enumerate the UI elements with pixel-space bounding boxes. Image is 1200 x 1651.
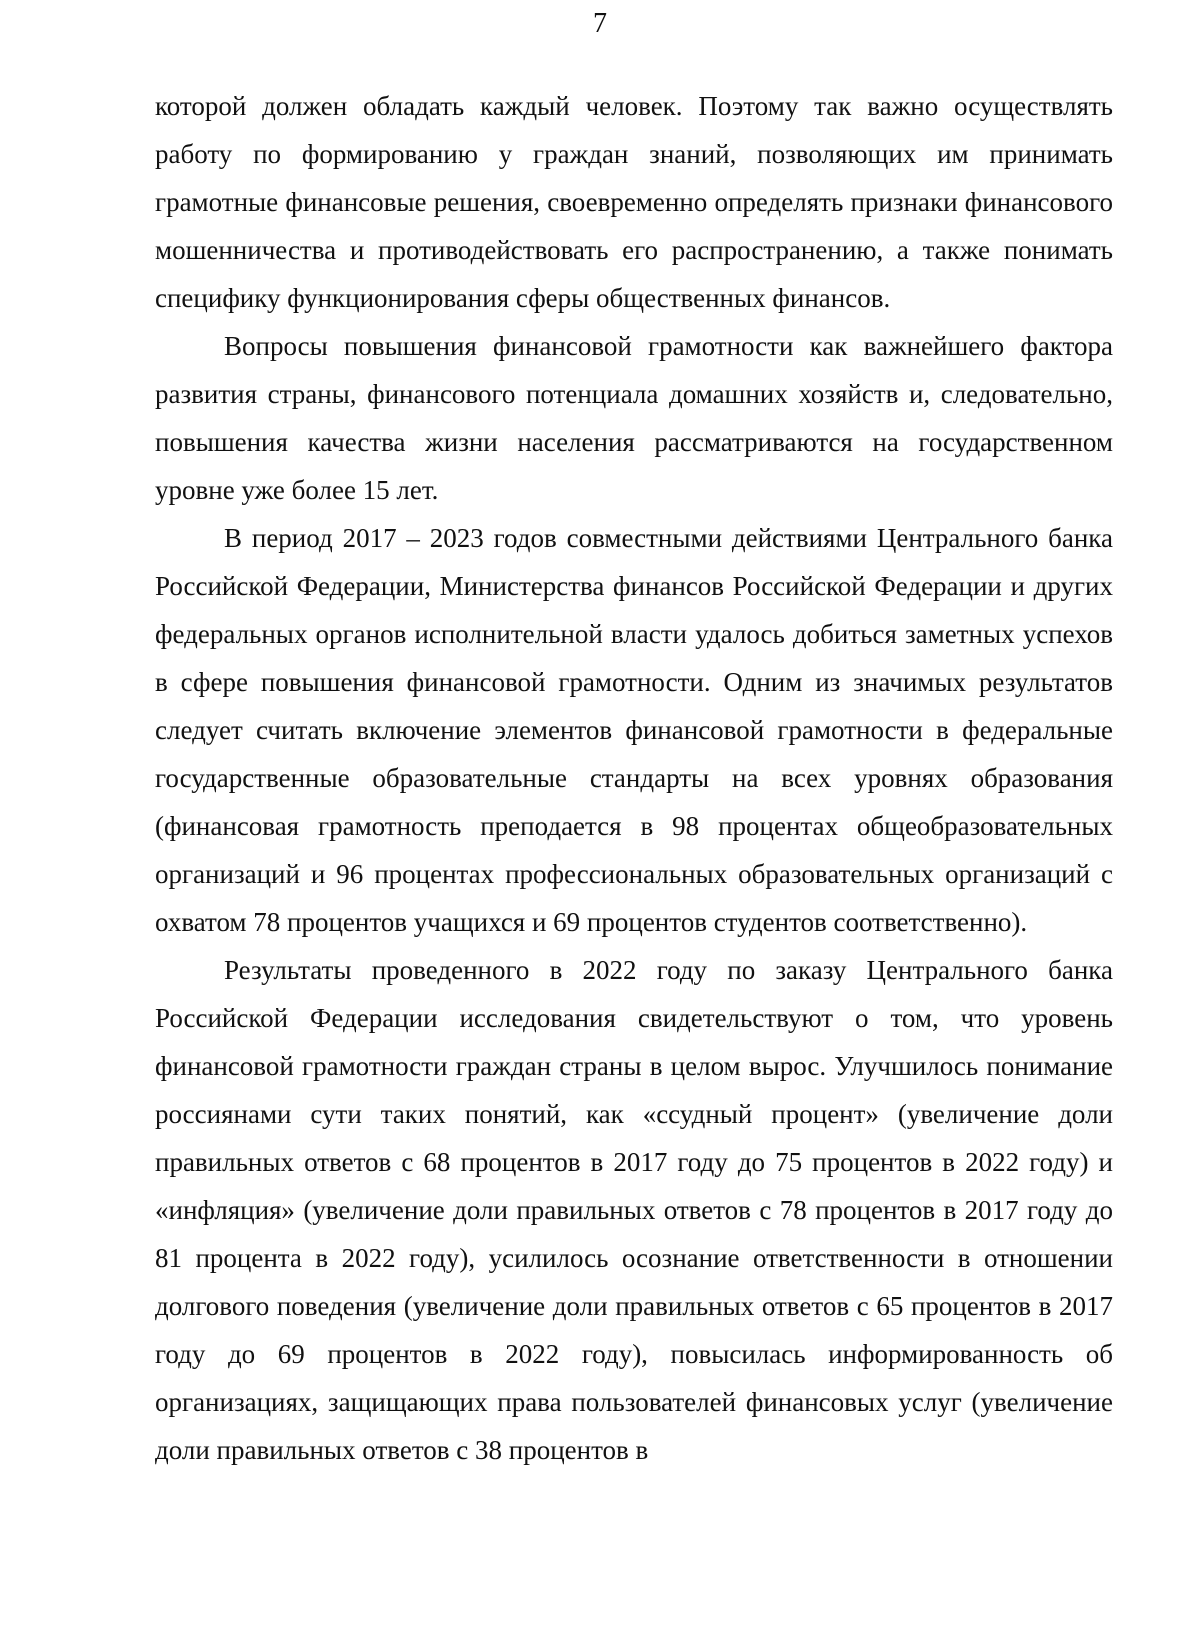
paragraph-2017-2023-achievements: В период 2017 – 2023 годов совместными действиями Центрального банка Российской Федерации, Министерства финансов Российской Федерации и других федеральных органов исполнительной власти удалось добиться заметных успехов в сфере повышения финансовой грамотности. Одним из значимых результатов следует считать включение элементов финансовой грамотности в федеральные государственные образовательные стандарты на всех уровнях образования (финансовая грамотность преподается в 98 процентах общеобразовательных организаций и 96 процентах профессиональных образовательных организаций с охватом 78 процентов учащихся и 69 процентов студентов соответственно). [155, 523, 1113, 937]
page-number: 7 [593, 8, 607, 39]
paragraph-2022-study-results: Результаты проведенного в 2022 году по заказу Центрального банка Российской Федерации исследования свидетельствуют о том, что уровень финансовой грамотности граждан страны в целом вырос. Улучшилось понимание россиянами сути таких понятий, как «ссудный процент» (увеличение доли правильных ответов с 68 процентов в 2017 году до 75 процентов в 2022 году) и «инфляция» (увеличение доли правильных ответов с 78 процентов в 2017 году до 81 процента в 2022 году), усилилось осознание ответственности в отношении долгового поведения (увеличение доли правильных ответов с 65 процентов в 2017 году до 69 процентов в 2022 году), повысилась информированность об организациях, защищающих права пользователей финансовых услуг (увеличение доли правильных ответов с 38 процентов в [155, 955, 1113, 1465]
paragraph-continuation: которой должен обладать каждый человек. Поэтому так важно осуществлять работу по формированию у граждан знаний, позволяющих им принимать грамотные финансовые решения, своевременно определять признаки финансового мошенничества и противодействовать его распространению, а также понимать специфику функционирования сферы общественных финансов. [155, 91, 1113, 313]
document-body [155, 82, 1113, 1474]
paragraph-financial-literacy-state-level: Вопросы повышения финансовой грамотности как важнейшего фактора развития страны, финансового потенциала домашних хозяйств и, следовательно, повышения качества жизни населения рассматриваются на государственном уровне уже более 15 лет. [155, 331, 1113, 505]
